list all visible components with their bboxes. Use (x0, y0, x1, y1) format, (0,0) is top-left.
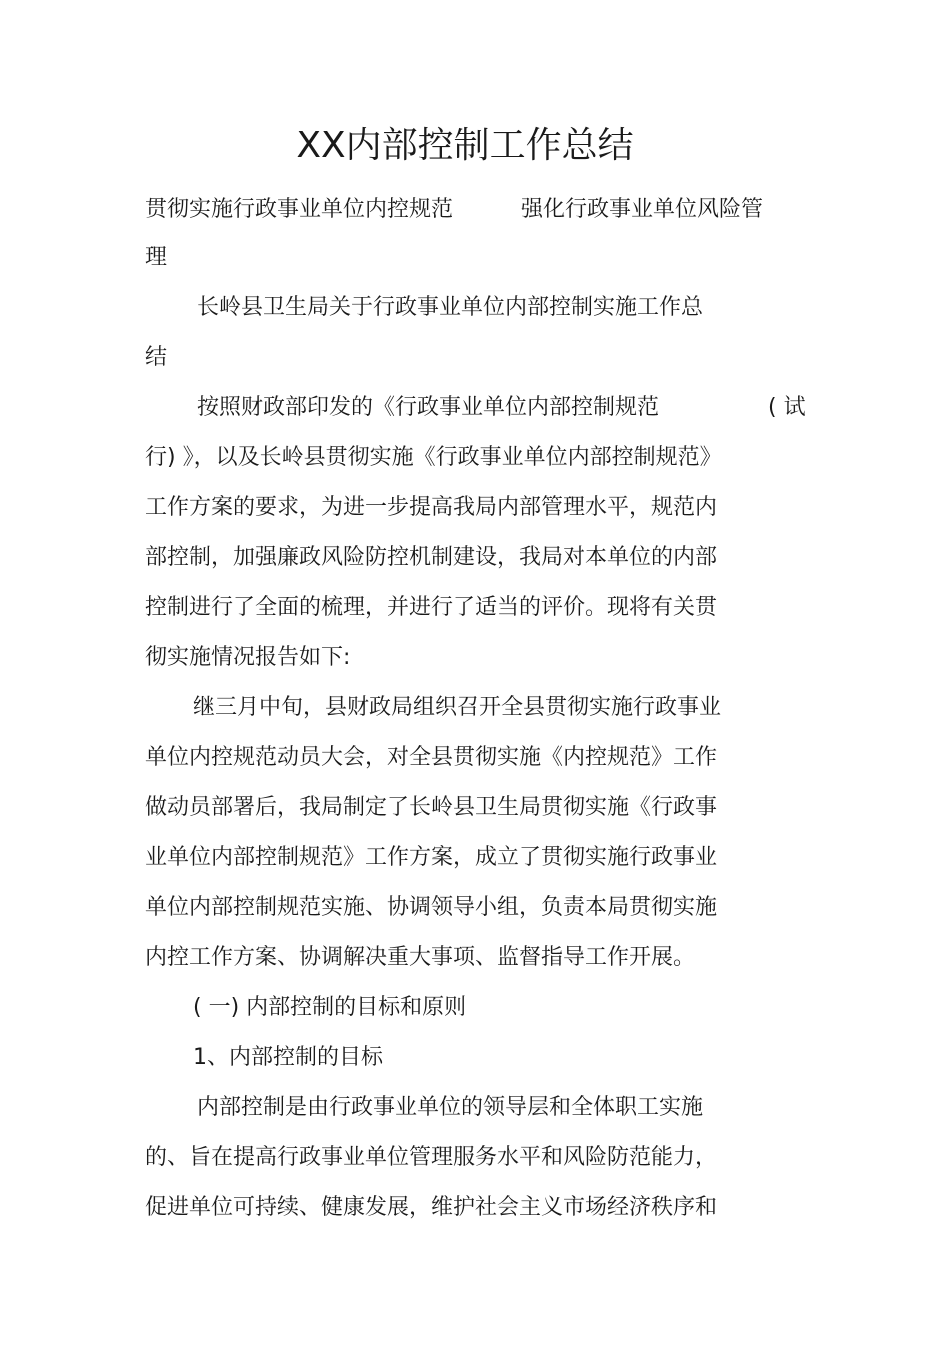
paragraph-2-line-6: 内控工作方案、协调解决重大事项、监督指导工作开展。 (145, 945, 696, 970)
subtitle-left: 贯彻实施行政事业单位内控规范 (145, 197, 454, 222)
paragraph-2-line-3: 做动员部署后，我局制定了长岭县卫生局贯彻实施《行政事 (145, 795, 718, 820)
paragraph-1-line-6: 彻实施情况报告如下: (145, 645, 351, 670)
subtitle-continuation: 理 (145, 245, 168, 270)
document-title: XX内部控制工作总结 (296, 125, 634, 166)
paragraph-2-line-4: 业单位内部控制规范》工作方案，成立了贯彻实施行政事业 (145, 845, 718, 870)
report-heading-line-1: 长岭县卫生局关于行政事业单位内部控制实施工作总 (197, 295, 704, 320)
paragraph-1-line-3: 工作方案的要求，为进一步提高我局内部管理水平，规范内 (145, 495, 718, 520)
section-heading-1: ( 一) 内部控制的目标和原则 (193, 995, 467, 1020)
paragraph-2-line-5: 单位内部控制规范实施、协调领导小组，负责本局贯彻实施 (145, 895, 718, 920)
paragraph-3-line-2: 的、旨在提高行政事业单位管理服务水平和风险防范能力， (145, 1145, 718, 1170)
subtitle-right: 强化行政事业单位风险管 (521, 197, 764, 222)
paragraph-1-line-2: 行) 》，以及长岭县贯彻实施《行政事业单位内部控制规范》 (145, 445, 722, 470)
paragraph-1-line-1-tail: ( 试 (768, 395, 806, 420)
report-heading-line-2: 结 (145, 345, 168, 370)
section-heading-1-1: 1、内部控制的目标 (193, 1045, 383, 1070)
paragraph-1-line-5: 控制进行了全面的梳理，并进行了适当的评价。现将有关贯 (145, 595, 718, 620)
paragraph-2-line-2: 单位内控规范动员大会，对全县贯彻实施《内控规范》工作 (145, 745, 718, 770)
paragraph-1-line-4: 部控制，加强廉政风险防控机制建设，我局对本单位的内部 (145, 545, 718, 570)
paragraph-3-line-3: 促进单位可持续、健康发展，维护社会主义市场经济秩序和 (145, 1195, 718, 1220)
paragraph-2-line-1: 继三月中旬，县财政局组织召开全县贯彻实施行政事业 (193, 695, 722, 720)
paragraph-3-line-1: 内部控制是由行政事业单位的领导层和全体职工实施 (197, 1095, 704, 1120)
paragraph-1-line-1: 按照财政部印发的《行政事业单位内部控制规范 (197, 395, 660, 420)
